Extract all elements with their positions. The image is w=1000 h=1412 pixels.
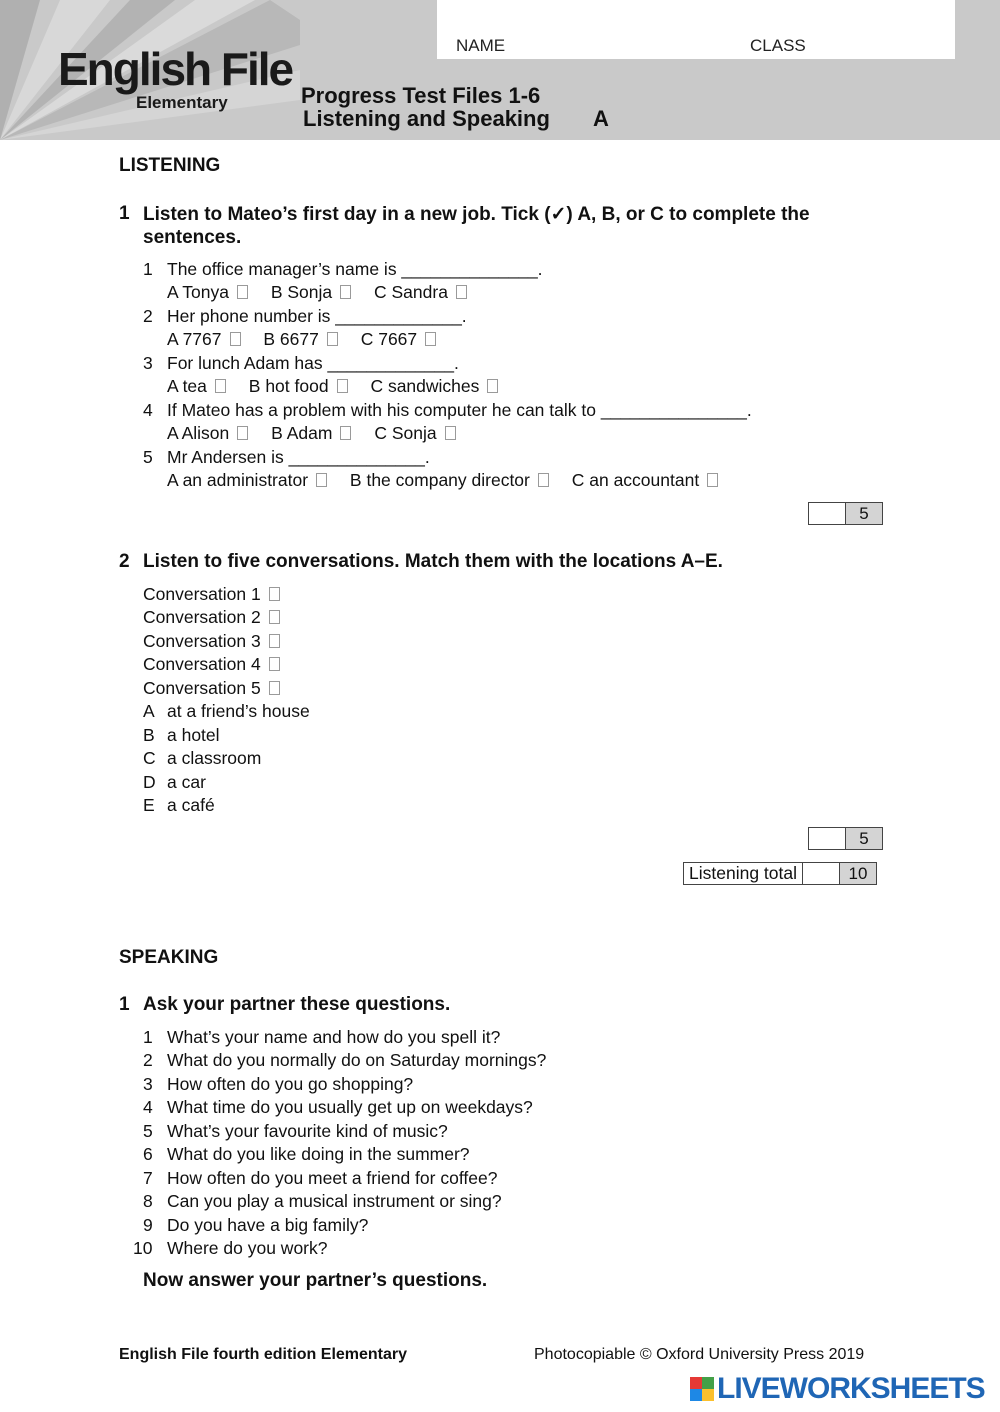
tick-box[interactable] (456, 285, 467, 299)
tick-box[interactable] (538, 473, 549, 487)
option-a: A tea (167, 376, 207, 396)
test-subtitle: Listening and Speaking (303, 106, 550, 131)
tick-box[interactable] (707, 473, 718, 487)
conversation-item (143, 631, 280, 652)
conversation-item (143, 584, 280, 605)
ex1-item-options (167, 423, 456, 444)
test-version: A (593, 106, 609, 131)
tick-box[interactable] (445, 426, 456, 440)
option-b: B hot food (248, 376, 329, 396)
ex1-item-question: Mr Andersen is ______________. (167, 447, 430, 467)
option-a: A an administrator (167, 470, 309, 490)
ex2-number: 2 (119, 551, 130, 572)
question-number: 10 (133, 1238, 153, 1258)
footer-copyright: Photocopiable © Oxford University Press 2019 (534, 1346, 865, 1363)
conversation-label: Conversation 2 (143, 607, 261, 627)
question-text: Can you play a musical instrument or sing? (167, 1191, 502, 1211)
location-letter: B (143, 725, 155, 745)
score-max: 10 (840, 863, 876, 884)
answer-box[interactable] (269, 657, 280, 671)
ex2-score-box (808, 827, 883, 850)
ex1-item-question: If Mateo has a problem with his computer he can talk to _______________. (167, 400, 752, 420)
speaking-heading: SPEAKING (119, 947, 219, 968)
location-letter: A (143, 701, 155, 721)
option-c: C 7667 (360, 329, 418, 349)
option-b: B the company director (349, 470, 530, 490)
listening-heading: LISTENING (119, 155, 221, 176)
option-c: C Sandra (374, 282, 448, 302)
test-title: Progress Test Files 1-6 (301, 83, 541, 108)
liveworksheets-wordmark: LIVEWORKSHEETS (717, 1372, 985, 1405)
question-text: What do you like doing in the summer? (167, 1144, 470, 1164)
ex1-item-options (167, 329, 436, 350)
location-letter: E (143, 795, 155, 815)
conversation-label: Conversation 3 (143, 631, 261, 651)
question-text: How often do you meet a friend for coffee? (167, 1168, 498, 1188)
ex1-item-number: 2 (143, 306, 153, 326)
tick-box[interactable] (340, 426, 351, 440)
location-letter: C (143, 748, 156, 768)
ex1-item-question: Her phone number is _____________. (167, 306, 467, 326)
ex1-item-number: 3 (143, 353, 153, 373)
speaking-ex1-number: 1 (119, 994, 130, 1015)
ex1-number: 1 (119, 203, 130, 224)
location-text: a café (167, 795, 215, 815)
option-a: A Tonya (167, 282, 229, 302)
tick-box[interactable] (215, 379, 226, 393)
conversation-item (143, 654, 280, 675)
conversation-item (143, 607, 280, 628)
ex1-item-number: 4 (143, 400, 153, 420)
location-text: a classroom (167, 748, 262, 768)
tick-box[interactable] (316, 473, 327, 487)
answer-box[interactable] (269, 587, 280, 601)
location-text: at a friend’s house (167, 701, 310, 721)
speaking-closing-instruction: Now answer your partner’s questions. (143, 1270, 488, 1291)
question-number: 7 (143, 1168, 153, 1188)
question-text: How often do you go shopping? (167, 1074, 414, 1094)
ex1-item-options (167, 470, 718, 491)
tick-box[interactable] (230, 332, 241, 346)
class-label: CLASS (750, 36, 806, 55)
ex1-item-question: The office manager’s name is ______________. (167, 259, 543, 279)
ex1-item-number: 5 (143, 447, 153, 467)
conversation-label: Conversation 5 (143, 678, 261, 698)
location-text: a hotel (167, 725, 220, 745)
tick-box[interactable] (487, 379, 498, 393)
tick-box[interactable] (237, 285, 248, 299)
speaking-ex1-instruction: Ask your partner these questions. (143, 994, 451, 1015)
score-input[interactable] (809, 503, 846, 524)
location-text: a car (167, 772, 206, 792)
question-number: 3 (143, 1074, 153, 1094)
liveworksheets-brand[interactable] (690, 1372, 985, 1406)
option-c: C an accountant (571, 470, 700, 490)
ex1-item-question: For lunch Adam has _____________. (167, 353, 459, 373)
option-b: B 6677 (263, 329, 319, 349)
name-label: NAME (456, 36, 506, 55)
score-input[interactable] (803, 863, 840, 884)
question-number: 9 (143, 1215, 153, 1235)
question-text: What do you normally do on Saturday mornings? (167, 1050, 547, 1070)
question-text: What time do you usually get up on weekdays? (167, 1097, 533, 1117)
option-c: C sandwiches (370, 376, 480, 396)
ex2-instruction: Listen to five conversations. Match them with the locations A–E. (143, 551, 723, 572)
question-number: 6 (143, 1144, 153, 1164)
conversation-item (143, 678, 280, 699)
question-number: 2 (143, 1050, 153, 1070)
logo-title: English File (58, 43, 293, 95)
option-b: B Sonja (270, 282, 333, 302)
answer-box[interactable] (269, 610, 280, 624)
ex1-item-options (167, 376, 498, 397)
question-text: What’s your favourite kind of music? (167, 1121, 448, 1141)
footer-edition: English File fourth edition Elementary (119, 1346, 408, 1363)
question-number: 4 (143, 1097, 153, 1117)
option-b: B Adam (271, 423, 333, 443)
logo-subtitle: Elementary (136, 93, 228, 112)
header-banner (0, 0, 1000, 140)
conversation-label: Conversation 4 (143, 654, 261, 674)
score-input[interactable] (809, 828, 846, 849)
tick-box[interactable] (337, 379, 348, 393)
listening-total-box (683, 862, 877, 885)
option-a: A Alison (167, 423, 230, 443)
listening-total-label: Listening total (684, 863, 803, 884)
ex1-item-options (167, 282, 467, 303)
score-max: 5 (846, 828, 882, 849)
answer-box[interactable] (269, 681, 280, 695)
tick-box[interactable] (425, 332, 436, 346)
name-class-box (437, 0, 955, 59)
ex1-instruction-line1: Listen to Mateo’s first day in a new job. Tick (✓) A, B, or C to complete the (143, 204, 810, 225)
question-text: What’s your name and how do you spell it? (167, 1027, 501, 1047)
liveworksheets-icon (690, 1377, 714, 1401)
tick-box[interactable] (340, 285, 351, 299)
option-c: C Sonja (374, 423, 437, 443)
ex1-score-box (808, 502, 883, 525)
question-number: 1 (143, 1027, 153, 1047)
answer-box[interactable] (269, 634, 280, 648)
ex1-instruction-line2: sentences. (143, 227, 242, 248)
question-number: 5 (143, 1121, 153, 1141)
question-text: Where do you work? (167, 1238, 328, 1258)
location-letter: D (143, 772, 156, 792)
tick-box[interactable] (327, 332, 338, 346)
score-max: 5 (846, 503, 882, 524)
tick-box[interactable] (237, 426, 248, 440)
question-text: Do you have a big family? (167, 1215, 369, 1235)
question-number: 8 (143, 1191, 153, 1211)
ex1-item-number: 1 (143, 259, 153, 279)
option-a: A 7767 (167, 329, 222, 349)
conversation-label: Conversation 1 (143, 584, 261, 604)
